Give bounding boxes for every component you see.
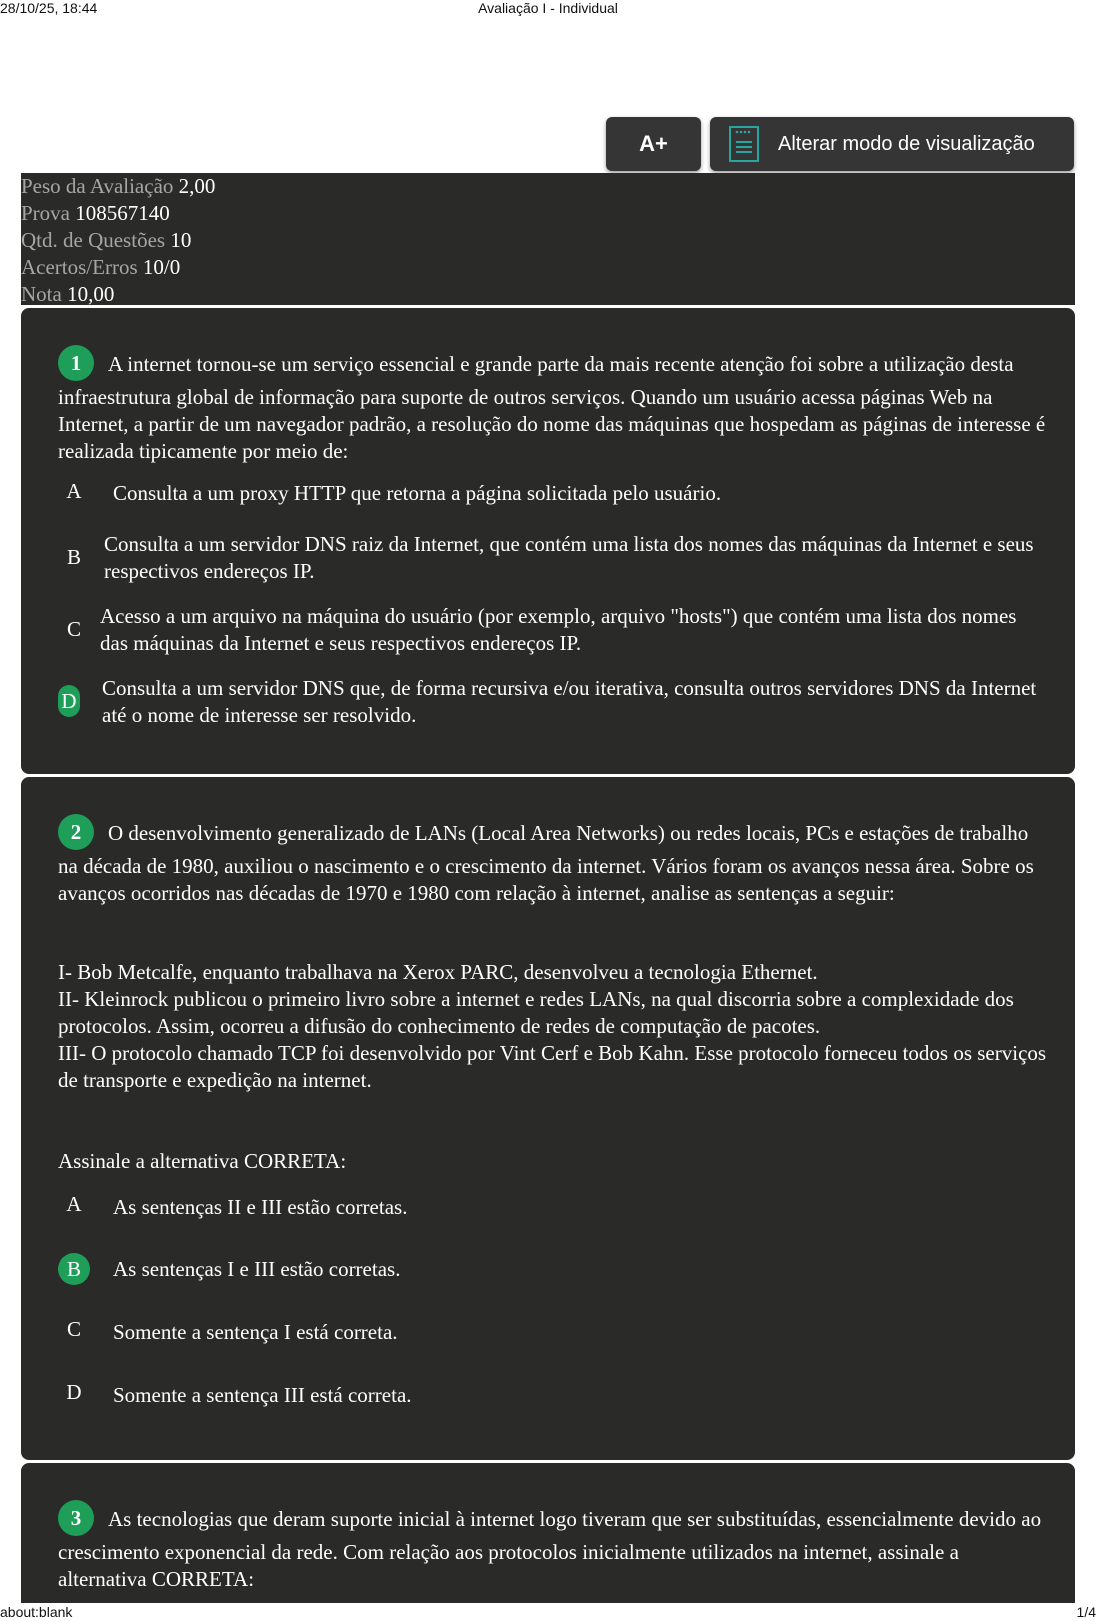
print-page-number: 1/4	[1076, 1604, 1096, 1620]
summary-row-grade: Nota 10,00	[21, 282, 115, 306]
print-datetime: 28/10/25, 18:44	[0, 0, 98, 16]
question-card-3	[21, 1463, 1075, 1603]
question-text: 1 A internet tornou-se um serviço essencial e grande parte da mais recente atenção foi sobre a utilização desta infraestrutura global de informação para suporte de outros serviços. Quando um usuário acessa páginas Web na Internet, a partir de um navegador padrão, a resolução do nome das máquinas que hospedam as páginas de interesse é realizada tipicamente por meio de:	[58, 348, 1048, 465]
option-text: Acesso a um arquivo na máquina do usuário (por exemplo, arquivo "hosts") que contém uma lista dos nomes das máquinas da Internet e seus respectivos endereços IP.	[100, 604, 1017, 655]
option-text: Somente a sentença III está correta.	[113, 1383, 412, 1407]
option-text: As sentenças I e III estão corretas.	[113, 1257, 401, 1281]
question-statements	[58, 959, 1048, 1094]
assessment-summary	[21, 173, 1075, 305]
question-number-badge: 1	[58, 345, 94, 381]
increase-font-button[interactable]: A+	[606, 117, 701, 171]
question-prompt: Assinale a alternativa CORRETA:	[58, 1149, 347, 1173]
option-text: Consulta a um servidor DNS raiz da Internet, que contém uma lista dos nomes das máquinas da Internet e seus respectivos endereços IP.	[104, 532, 1034, 583]
print-footer	[0, 1603, 1096, 1621]
option-text: As sentenças II e III estão corretas.	[113, 1195, 408, 1219]
print-title: Avaliação I - Individual	[478, 0, 618, 16]
print-url: about:blank	[0, 1604, 73, 1620]
print-header	[0, 0, 1096, 16]
question-card-2	[21, 777, 1075, 1460]
option-letter-selected: B	[58, 1253, 90, 1285]
option-letter: C	[66, 617, 81, 641]
statement-1: I- Bob Metcalfe, enquanto trabalhava na Xerox PARC, desenvolveu a tecnologia Ethernet.	[58, 960, 818, 984]
question-number-badge: 2	[58, 814, 94, 850]
document-view-icon	[710, 126, 778, 162]
option-letter: C	[66, 1317, 81, 1341]
question-card-1	[21, 308, 1075, 774]
option-text: Consulta a um servidor DNS que, de forma recursiva e/ou iterativa, consulta outros servidores DNS da Internet até o nome de interesse ser resolvido.	[102, 676, 1037, 727]
option-letter: D	[66, 1380, 82, 1404]
view-mode-label: Alterar modo de visualização	[778, 132, 1035, 155]
option-letter: A	[66, 479, 82, 503]
summary-row-weight: Peso da Avaliação 2,00	[21, 174, 216, 198]
option-text: Somente a sentença I está correta.	[113, 1320, 398, 1344]
summary-row-exam: Prova 108567140	[21, 201, 170, 225]
question-number-badge: 3	[58, 1500, 94, 1536]
summary-row-score-ratio: Acertos/Erros 10/0	[21, 255, 181, 279]
question-text: 3 As tecnologias que deram suporte inicial à internet logo tiveram que ser substituídas, essencialmente devido ao crescimento exponencial da rede. Com relação aos protocolos inicialmente utilizados na internet, assinale a alternativa CORRETA:	[58, 1503, 1048, 1593]
option-letter-selected: D	[58, 685, 80, 717]
view-mode-button[interactable]	[710, 117, 1074, 171]
option-text: Consulta a um proxy HTTP que retorna a página solicitada pelo usuário.	[113, 481, 722, 505]
statement-3: III- O protocolo chamado TCP foi desenvolvido por Vint Cerf e Bob Kahn. Esse protocolo forneceu todos os serviços de transporte e expedição na internet.	[58, 1041, 1047, 1092]
question-text: 2 O desenvolvimento generalizado de LANs (Local Area Networks) ou redes locais, PCs e estações de trabalho na década de 1980, auxiliou o nascimento e o crescimento da internet. Vários foram os avanços nessa área. Sobre os avanços ocorridos nas décadas de 1970 e 1980 com relação à internet, analise as sentenças a seguir:	[58, 817, 1048, 907]
option-letter: A	[66, 1192, 82, 1216]
option-letter: B	[66, 545, 81, 569]
summary-row-count: Qtd. de Questões 10	[21, 228, 192, 252]
statement-2: II- Kleinrock publicou o primeiro livro sobre a internet e redes LANs, na qual discorria sobre a complexidade dos protocolos. Assim, ocorreu a difusão do conhecimento de redes de computação de pacotes.	[58, 987, 1014, 1038]
